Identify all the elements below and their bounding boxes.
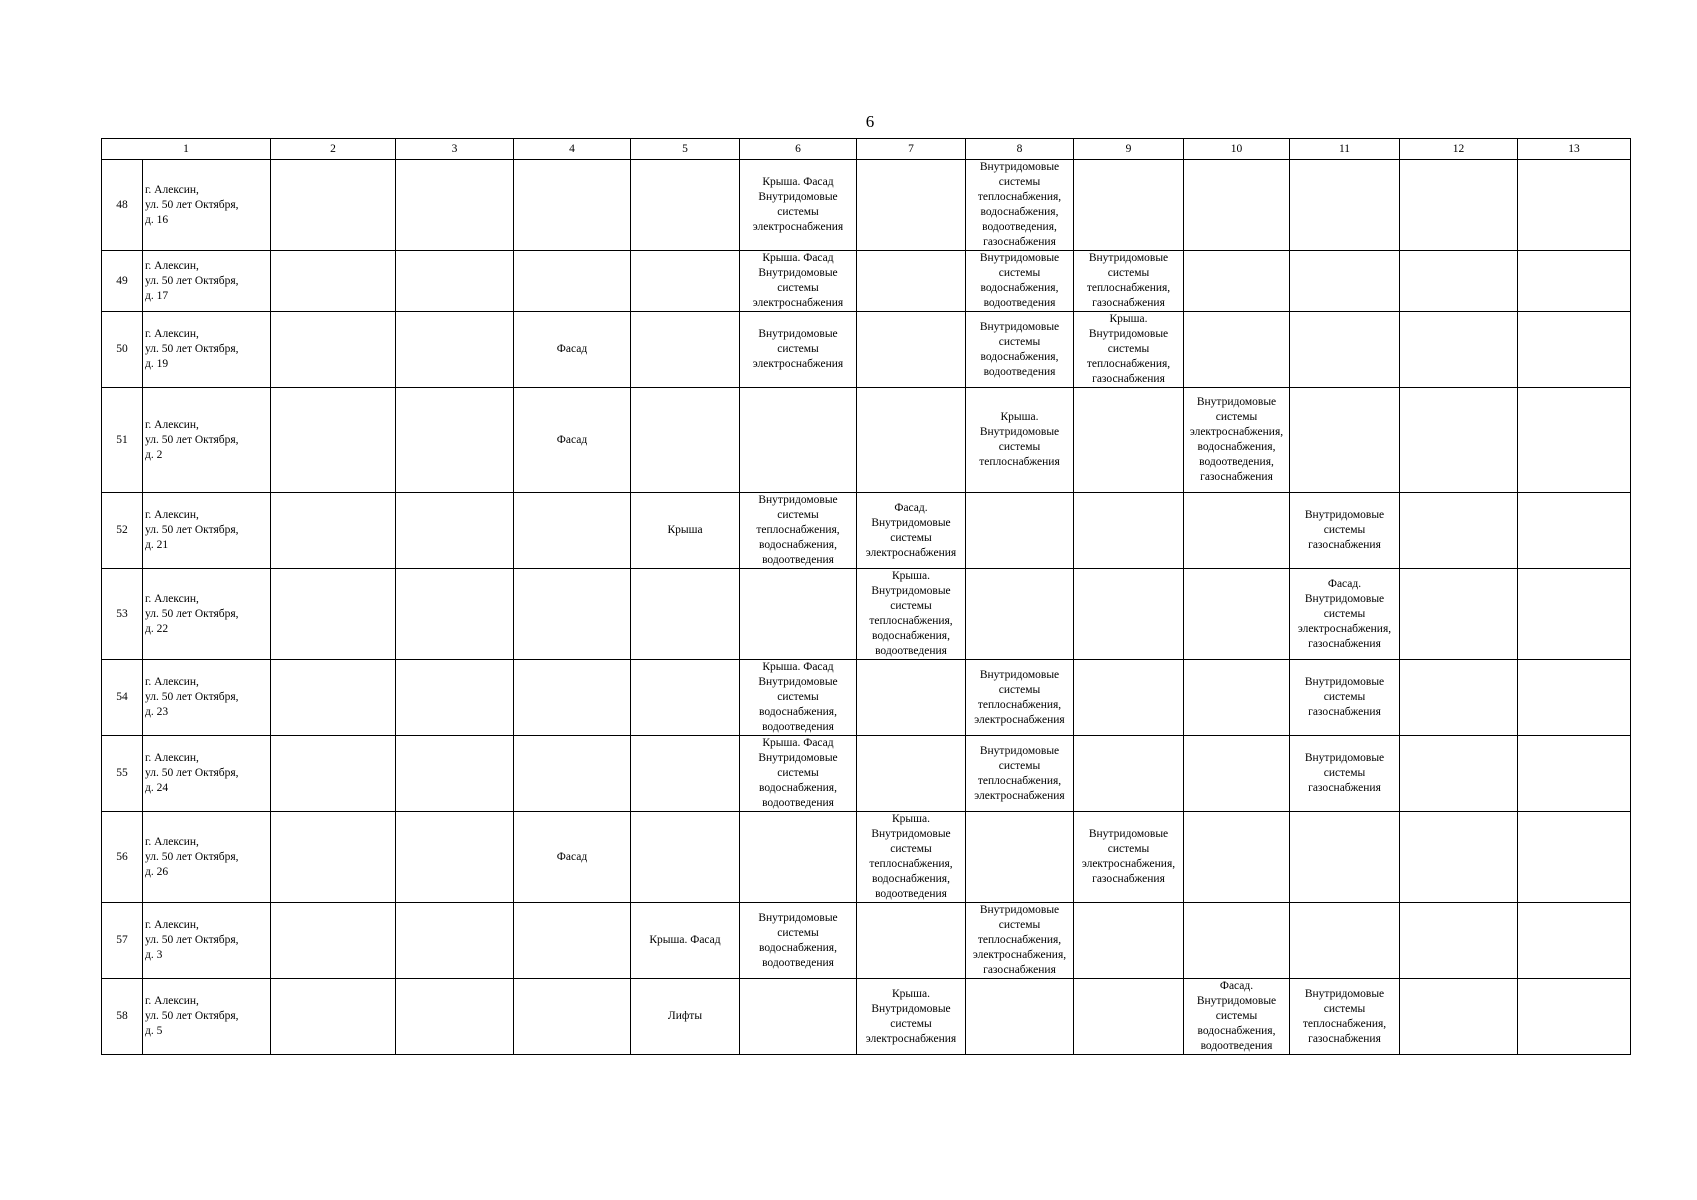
work-cell-col-11 [1290,493,1400,569]
work-cell-col-2 [271,812,396,903]
work-cell-col-12 [1400,160,1518,251]
column-header: 5 [631,139,740,160]
address-cell [143,493,271,569]
work-cell-col-12 [1400,312,1518,388]
work-cell-col-2 [271,660,396,736]
address-text: г. Алексин, ул. 50 лет Октября, д. 19 [145,328,239,370]
work-cell-col-12 [1400,979,1518,1055]
work-cell-col-5 [631,736,740,812]
work-cell-col-3 [396,903,514,979]
address-text: г. Алексин, ул. 50 лет Октября, д. 16 [145,183,239,226]
table-row [102,736,1631,812]
address-cell [143,312,271,388]
work-cell-col-9 [1074,388,1184,493]
row-number: 50 [102,312,143,388]
work-cell-col-12 [1400,493,1518,569]
work-cell-col-9 [1074,251,1184,312]
work-text: Внутридомовые системы электроснабжения, водоснабжения, водоотведения, газоснабжения [1189,396,1284,483]
column-header: 10 [1184,139,1290,160]
work-cell-col-5 [631,160,740,251]
column-header: 3 [396,139,514,160]
work-text: Крыша. Фасад Внутридомовые системы водоснабжения, водоотведения [758,737,838,809]
work-text: Фасад [556,850,588,863]
work-cell-col-9 [1074,312,1184,388]
column-header: 2 [271,139,396,160]
work-cell-col-11 [1290,160,1400,251]
address-cell [143,979,271,1055]
work-cell-col-9 [1074,660,1184,736]
work-cell-col-5 [631,251,740,312]
work-cell-col-12 [1400,736,1518,812]
row-number: 51 [102,388,143,493]
work-cell-col-11 [1290,660,1400,736]
work-cell-col-3 [396,388,514,493]
work-cell-col-7 [857,493,966,569]
row-number: 53 [102,569,143,660]
work-cell-col-4 [514,251,631,312]
work-cell-col-4 [514,979,631,1055]
work-cell-col-11 [1290,569,1400,660]
work-cell-col-2 [271,160,396,251]
column-header: 12 [1400,139,1518,160]
work-text: Фасад. Внутридомовые системы водоснабжения, водоотведения [1196,980,1277,1052]
work-text: Крыша. Фасад [649,934,721,946]
work-cell-col-3 [396,660,514,736]
work-text: Внутридомовые системы теплоснабжения, электроснабжения [974,668,1065,726]
work-text: Крыша. Фасад Внутридомовые системы электроснабжения [752,252,844,309]
work-cell-col-10 [1184,388,1290,493]
work-cell-col-5 [631,812,740,903]
work-cell-col-7 [857,160,966,251]
work-text: Внутридомовые системы теплоснабжения, электроснабжения, газоснабжения [972,904,1067,976]
address-cell [143,660,271,736]
table-row [102,251,1631,312]
work-cell-col-12 [1400,569,1518,660]
work-cell-col-7 [857,388,966,493]
work-cell-col-2 [271,312,396,388]
work-cell-col-7 [857,812,966,903]
work-cell-col-5 [631,979,740,1055]
work-cell-col-6 [740,903,857,979]
work-cell-col-7 [857,660,966,736]
work-cell-col-13 [1518,388,1631,493]
work-cell-col-2 [271,493,396,569]
work-cell-col-9 [1074,160,1184,251]
work-cell-col-10 [1184,812,1290,903]
work-cell-col-2 [271,736,396,812]
page-number: 6 [865,112,875,131]
table-row [102,660,1631,736]
work-cell-col-5 [631,312,740,388]
work-cell-col-10 [1184,160,1290,251]
row-number: 56 [102,812,143,903]
work-cell-col-8 [966,812,1074,903]
work-cell-col-5 [631,569,740,660]
work-cell-col-3 [396,979,514,1055]
address-text: г. Алексин, ул. 50 лет Октября, д. 21 [145,509,239,551]
work-cell-col-12 [1400,388,1518,493]
work-cell-col-13 [1518,569,1631,660]
work-cell-col-7 [857,979,966,1055]
work-cell-col-3 [396,493,514,569]
address-cell [143,903,271,979]
work-cell-col-6 [740,312,857,388]
work-cell-col-7 [857,569,966,660]
work-cell-col-9 [1074,569,1184,660]
table-row [102,569,1631,660]
work-cell-col-8 [966,903,1074,979]
work-cell-col-10 [1184,569,1290,660]
work-cell-col-13 [1518,736,1631,812]
work-cell-col-8 [966,736,1074,812]
work-cell-col-9 [1074,903,1184,979]
work-cell-col-8 [966,251,1074,312]
work-cell-col-13 [1518,660,1631,736]
work-cell-col-6 [740,812,857,903]
work-cell-col-3 [396,312,514,388]
work-cell-col-11 [1290,312,1400,388]
work-cell-col-11 [1290,812,1400,903]
work-text: Фасад. Внутридомовые системы электроснабжения, газоснабжения [1297,577,1392,650]
work-cell-col-4 [514,569,631,660]
work-cell-col-11 [1290,736,1400,812]
work-cell-col-10 [1184,903,1290,979]
work-cell-col-4 [514,903,631,979]
work-text: Крыша. Внутридомовые системы электроснабжения [865,987,957,1045]
work-text: Внутридомовые системы электроснабжения [752,328,844,370]
work-cell-col-2 [271,388,396,493]
work-cell-col-4 [514,812,631,903]
work-text: Крыша. Фасад Внутридомовые системы электроснабжения [752,176,844,233]
capital-repair-schedule-table [101,138,1631,1055]
work-cell-col-13 [1518,312,1631,388]
row-number: 57 [102,903,143,979]
address-text: г. Алексин, ул. 50 лет Октября, д. 26 [145,835,239,878]
work-cell-col-13 [1518,493,1631,569]
work-text: Крыша. Внутридомовые системы теплоснабжения, водоснабжения, водоотведения [869,570,953,657]
address-text: г. Алексин, ул. 50 лет Октября, д. 5 [145,995,239,1037]
work-text: Внутридомовые системы водоснабжения, водоотведения [979,320,1060,378]
work-cell-col-10 [1184,736,1290,812]
work-text: Внутридомовые системы газоснабжения [1304,752,1385,794]
work-text: Внутридомовые системы теплоснабжения, электроснабжения [974,744,1065,802]
row-number: 58 [102,979,143,1055]
work-cell-col-7 [857,312,966,388]
work-cell-col-9 [1074,736,1184,812]
work-cell-col-13 [1518,903,1631,979]
work-text: Внутридомовые системы водоснабжения, водоотведения [758,911,838,969]
work-cell-col-10 [1184,493,1290,569]
work-text: Крыша. Внутридомовые системы теплоснабжения, водоснабжения, водоотведения [869,813,953,900]
column-header: 4 [514,139,631,160]
work-cell-col-8 [966,569,1074,660]
work-cell-col-12 [1400,660,1518,736]
column-header: 11 [1290,139,1400,160]
work-cell-col-3 [396,736,514,812]
work-text: Внутридомовые системы теплоснабжения, водоснабжения, водоотведения, газоснабжения [977,161,1062,248]
work-cell-col-13 [1518,251,1631,312]
address-cell [143,812,271,903]
work-cell-col-6 [740,493,857,569]
column-header: 9 [1074,139,1184,160]
work-cell-col-3 [396,569,514,660]
table-row [102,388,1631,493]
table-row [102,812,1631,903]
work-cell-col-12 [1400,251,1518,312]
work-text: Фасад [556,433,588,446]
work-text: Фасад. Внутридомовые системы электроснабжения [865,501,957,559]
work-cell-col-13 [1518,979,1631,1055]
work-text: Лифты [667,1010,703,1022]
work-cell-col-6 [740,736,857,812]
column-header: 13 [1518,139,1631,160]
address-text: г. Алексин, ул. 50 лет Октября, д. 23 [145,676,239,718]
row-number: 49 [102,251,143,312]
work-cell-col-3 [396,251,514,312]
work-text: Внутридомовые системы теплоснабжения, водоснабжения, водоотведения [756,494,840,566]
work-cell-col-10 [1184,660,1290,736]
work-text: Внутридомовые системы газоснабжения [1304,676,1385,718]
work-cell-col-6 [740,160,857,251]
work-cell-col-6 [740,660,857,736]
work-cell-col-7 [857,736,966,812]
work-cell-col-8 [966,312,1074,388]
work-cell-col-9 [1074,979,1184,1055]
column-header: 8 [966,139,1074,160]
work-text: Фасад [556,343,588,355]
work-cell-col-9 [1074,812,1184,903]
work-cell-col-11 [1290,979,1400,1055]
row-number: 55 [102,736,143,812]
work-cell-col-4 [514,388,631,493]
work-cell-col-4 [514,160,631,251]
address-cell [143,736,271,812]
work-cell-col-10 [1184,312,1290,388]
address-text: г. Алексин, ул. 50 лет Октября, д. 24 [145,752,239,794]
work-cell-col-12 [1400,903,1518,979]
work-cell-col-4 [514,736,631,812]
address-cell [143,388,271,493]
work-cell-col-4 [514,493,631,569]
work-text: Крыша. Внутридомовые системы теплоснабжения, газоснабжения [1086,313,1171,385]
address-text: г. Алексин, ул. 50 лет Октября, д. 2 [145,418,239,461]
work-cell-col-2 [271,903,396,979]
work-text: Внутридомовые системы водоснабжения, водоотведения [979,252,1060,309]
address-cell [143,160,271,251]
table-row [102,903,1631,979]
work-cell-col-8 [966,493,1074,569]
row-number: 54 [102,660,143,736]
work-text: Внутридомовые системы теплоснабжения, газоснабжения [1086,252,1171,309]
work-cell-col-10 [1184,251,1290,312]
work-cell-col-13 [1518,812,1631,903]
work-cell-col-6 [740,251,857,312]
work-cell-col-5 [631,388,740,493]
work-text: Крыша. Фасад Внутридомовые системы водоснабжения, водоотведения [758,661,838,733]
table-row [102,160,1631,251]
address-text: г. Алексин, ул. 50 лет Октября, д. 17 [145,259,239,302]
column-header: 7 [857,139,966,160]
work-cell-col-6 [740,388,857,493]
work-cell-col-11 [1290,251,1400,312]
column-header: 6 [740,139,857,160]
work-cell-col-8 [966,979,1074,1055]
work-cell-col-8 [966,160,1074,251]
work-cell-col-7 [857,903,966,979]
work-cell-col-3 [396,160,514,251]
work-cell-col-2 [271,251,396,312]
header-row [102,139,1631,160]
work-text: Крыша [667,524,703,536]
work-cell-col-5 [631,903,740,979]
work-cell-col-4 [514,660,631,736]
column-header: 1 [102,139,271,160]
work-cell-col-2 [271,569,396,660]
work-cell-col-13 [1518,160,1631,251]
work-cell-col-8 [966,660,1074,736]
address-cell [143,251,271,312]
work-cell-col-5 [631,493,740,569]
work-cell-col-12 [1400,812,1518,903]
table-row [102,312,1631,388]
work-cell-col-3 [396,812,514,903]
work-cell-col-6 [740,569,857,660]
table-row [102,979,1631,1055]
address-cell [143,569,271,660]
work-cell-col-9 [1074,493,1184,569]
work-text: Внутридомовые системы газоснабжения [1304,509,1385,551]
work-cell-col-8 [966,388,1074,493]
address-text: г. Алексин, ул. 50 лет Октября, д. 3 [145,919,239,961]
work-cell-col-7 [857,251,966,312]
work-cell-col-6 [740,979,857,1055]
row-number: 52 [102,493,143,569]
work-cell-col-11 [1290,903,1400,979]
work-text: Внутридомовые системы электроснабжения, газоснабжения [1081,828,1176,885]
work-cell-col-11 [1290,388,1400,493]
table-row [102,493,1631,569]
work-cell-col-10 [1184,979,1290,1055]
work-cell-col-5 [631,660,740,736]
address-text: г. Алексин, ул. 50 лет Октября, д. 22 [145,592,239,635]
work-text: Крыша. Внутридомовые системы теплоснабжения [979,411,1060,468]
work-cell-col-2 [271,979,396,1055]
row-number: 48 [102,160,143,251]
work-text: Внутридомовые системы теплоснабжения, газоснабжения [1302,987,1387,1045]
work-cell-col-4 [514,312,631,388]
